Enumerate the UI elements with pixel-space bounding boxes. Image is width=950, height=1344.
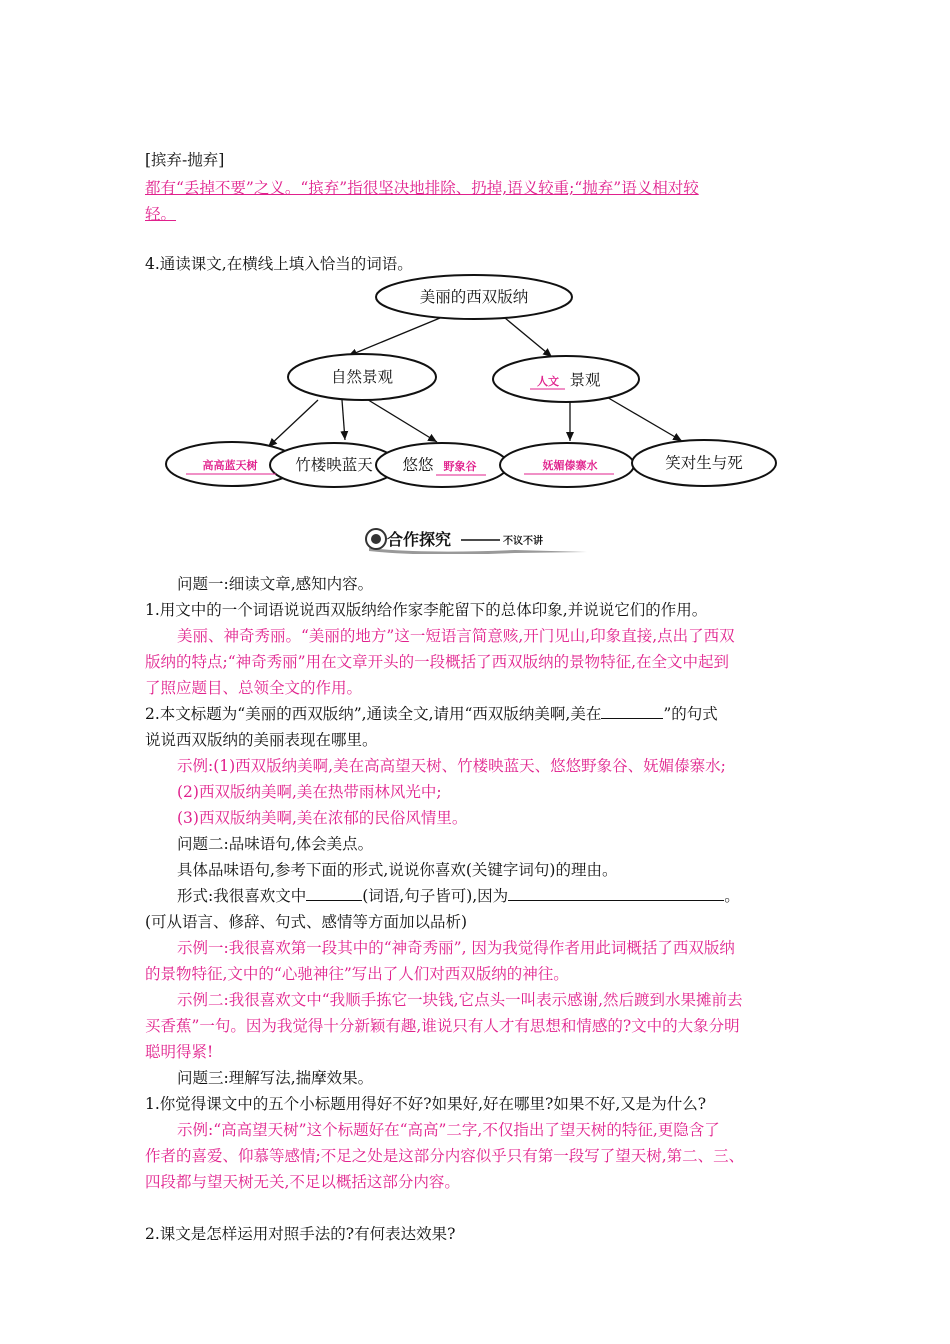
node-leaf2-label: 竹楼映蓝天: [295, 456, 373, 474]
example2-line3: 聪明得紧!: [145, 1043, 214, 1061]
q2-example-3: (3)西双版纳美啊,美在浓郁的民俗风情里。: [177, 809, 468, 827]
q1-answer-line3: 了照应题目、总领全文的作用。: [145, 679, 363, 697]
q2-example-1: 示例:(1)西双版纳美啊,美在高高望天树、竹楼映蓝天、悠悠野象谷、妩媚傣寨水;: [177, 757, 726, 775]
form-text-c: 。: [724, 887, 740, 905]
arrow-left-leaf2: [342, 400, 345, 440]
p3-q1-answer-line2: 作者的喜爱、仰慕等感情;不足之处是这部分内容似乎只有第一段写了望天树,第二、三、: [145, 1147, 745, 1165]
q1-text: 1.用文中的一个词语说说西双版纳给作家李舵留下的总体印象,并说说它们的作用。: [145, 601, 708, 619]
p3-q1-answer-line1: 示例:“高高望天树”这个标题好在“高高”二字,不仅指出了望天树的特征,更隐含了: [177, 1121, 720, 1139]
banner-title: 合作探究: [387, 530, 452, 549]
example2-line2: 买香蕉”一句。因为我觉得十分新颖有趣,谁说只有人才有思想和情感的?文中的大象分明: [145, 1017, 740, 1035]
problem3-heading: 问题三:理解写法,揣摩效果。: [177, 1069, 374, 1087]
concept-diagram: [0, 0, 950, 500]
node-nature-label: 自然景观: [330, 368, 394, 386]
form-text-b: (词语,句子皆可),因为: [362, 887, 509, 905]
arrow-root-right: [505, 318, 552, 357]
problem1-heading: 问题一:细读文章,感知内容。: [177, 575, 374, 593]
node-leaf3-answer: 野象谷: [443, 460, 477, 473]
banner-dot-icon: [371, 534, 381, 544]
node-leaf1-answer: 高高蓝天树: [202, 459, 258, 472]
problem2-instruction: 具体品味语句,参考下面的形式,说说你喜欢(关键字词句)的理由。: [177, 861, 618, 879]
p3-q1-text: 1.你觉得课文中的五个小标题用得好不好?如果好,好在哪里?如果不好,又是为什么?: [145, 1095, 707, 1113]
node-culture-answer: 人文: [537, 375, 559, 388]
q2-text-line2: 说说西双版纳的美丽表现在哪里。: [145, 731, 378, 749]
node-leaf5-label: 笑对生与死: [665, 454, 743, 472]
q4-prompt: 4.通读课文,在横线上填入恰当的词语。: [145, 255, 413, 273]
q2-text-a: 2.本文标题为“美丽的西双版纳”,通读全文,请用“西双版纳美啊,美在: [145, 705, 602, 723]
q1-answer-line1: 美丽、神奇秀丽。“美丽的地方”这一短语言简意赅,开门见山,印象直接,点出了西双: [177, 627, 735, 645]
example2-line1: 示例二:我很喜欢文中“我顺手拣它一块钱,它点头一叫表示感谢,然后踱到水果摊前去: [177, 991, 743, 1009]
arrow-left-leaf1: [268, 400, 318, 447]
form-blank-2: [508, 886, 724, 901]
arrow-root-left: [348, 318, 440, 356]
example1-line2: 的景物特征,文中的“心驰神往”写出了人们对西双版纳的神往。: [145, 965, 569, 983]
q2-blank: [601, 704, 663, 719]
form-line: [177, 886, 740, 906]
arrow-right-leaf5: [605, 396, 682, 441]
vocab-heading: [摈弃-抛弃]: [145, 151, 225, 169]
vocab-answer-line2: 轻。: [145, 205, 177, 223]
node-leaf3: [376, 443, 508, 487]
q2-text-b: ”的句式: [663, 705, 718, 723]
form-blank-1: [306, 886, 362, 901]
q2-example-2: (2)西双版纳美啊,美在热带雨林风光中;: [177, 783, 442, 801]
banner-subtitle: 不议不讲: [503, 536, 543, 547]
p3-q1-answer-line3: 四段都与望天树无关,不足以概括这部分内容。: [145, 1173, 460, 1191]
q2-text-line1: [145, 704, 718, 724]
example1-line1: 示例一:我很喜欢第一段其中的“神奇秀丽”, 因为我觉得作者用此词概括了西双版纳: [177, 939, 735, 957]
node-leaf4-answer: 妩媚傣寨水: [542, 459, 598, 472]
arrow-left-leaf3: [365, 398, 437, 442]
vocab-answer-line1: 都有“丢掉不要”之义。“摈弃”指很坚决地排除、扔掉,语义较重;“抛弃”语义相对较: [145, 179, 699, 197]
form-text-a: 形式:我很喜欢文中: [177, 887, 307, 905]
node-leaf3-prefix: 悠悠: [402, 456, 434, 474]
section-banner: [365, 524, 590, 554]
p3-q2-text: 2.课文是怎样运用对照手法的?有何表达效果?: [145, 1225, 456, 1243]
node-root-label: 美丽的西双版纳: [419, 288, 529, 306]
node-culture-suffix: 景观: [569, 371, 601, 389]
form-hint: (可从语言、修辞、句式、感情等方面加以品析): [145, 913, 468, 931]
q1-answer-line2: 版纳的特点;“神奇秀丽”用在文章开头的一段概括了西双版纳的景物特征,在全文中起到: [145, 653, 729, 671]
node-culture: [493, 356, 639, 402]
problem2-heading: 问题二:品味语句,体会美点。: [177, 835, 374, 853]
